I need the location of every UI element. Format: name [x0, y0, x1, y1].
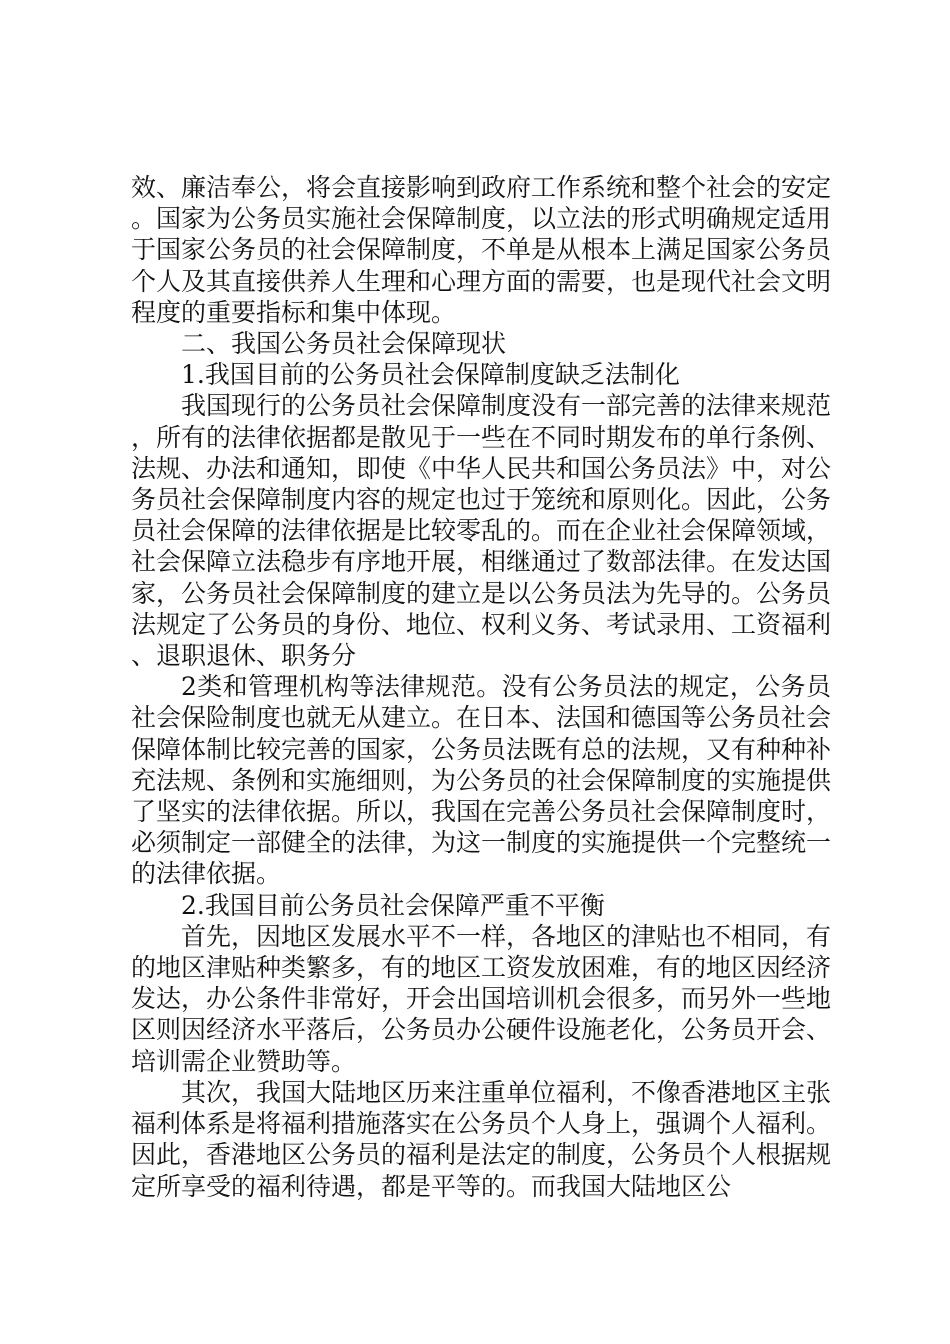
paragraph-1: 效、廉洁奉公，将会直接影响到政府工作系统和整个社会的安定。国家为公务员实施社会保障制度，以立法的形式明确规定适用于国家公务员的社会保障制度，不单是从根本上满足国家公务员个人及其直接供养人生理和心理方面的需要，也是现代社会文明程度的重要指标和集中体现。	[131, 173, 832, 327]
paragraph-4: 首先，因地区发展水平不一样，各地区的津贴也不相同，有的地区津贴种类繁多，有的地区工资发放困难，有的地区因经济发达，办公条件非常好，开会出国培训机会很多，而另外一些地区则因经济水平落后，公务员办公硬件设施老化，公务员开会、培训需企业赞助等。	[131, 921, 832, 1076]
subsection-heading-2-1: 1.我国目前的公务员社会保障制度缺乏法制化	[181, 360, 680, 390]
paragraph-3: 2类和管理机构等法律规范。没有公务员法的规定，公务员社会保险制度也就无从建立。在日本、法国和德国等公务员社会保障体制比较完善的国家，公务员法既有总的法规，又有种种补充法规、条例和实施细则，为公务员的社会保障制度的实施提供了坚实的法律依据。所以，我国在完善公务员社会保障制度时，必须制定一部健全的法律，为这一制度的实施提供一个完整统一的法律依据。	[131, 672, 832, 889]
paragraph-5: 其次，我国大陆地区历来注重单位福利，不像香港地区主张福利体系是将福利措施落实在公务员个人身上，强调个人福利。因此，香港地区公务员的福利是法定的制度，公务员个人根据规定所享受的福利待遇，都是平等的。而我国大陆地区公	[131, 1077, 832, 1201]
paragraph-2: 我国现行的公务员社会保障制度没有一部完善的法律来规范，所有的法律依据都是散见于一些在不同时期发布的单行条例、法规、办法和通知，即使《中华人民共和国公务员法》中，对公务员社会保障制度内容的规定也过于笼统和原则化。因此，公务员社会保障的法律依据是比较零乱的。而在企业社会保障领域，社会保障立法稳步有序地开展，相继通过了数部法律。在发达国家，公务员社会保障制度的建立是以公务员法为先导的。公务员法规定了公务员的身份、地位、权利义务、考试录用、工资福利、退职退休、职务分	[131, 391, 832, 671]
document-body	[131, 172, 831, 1202]
subsection-heading-2-2: 2.我国目前公务员社会保障严重不平衡	[181, 890, 605, 920]
section-heading-2: 二、我国公务员社会保障现状	[181, 329, 507, 359]
